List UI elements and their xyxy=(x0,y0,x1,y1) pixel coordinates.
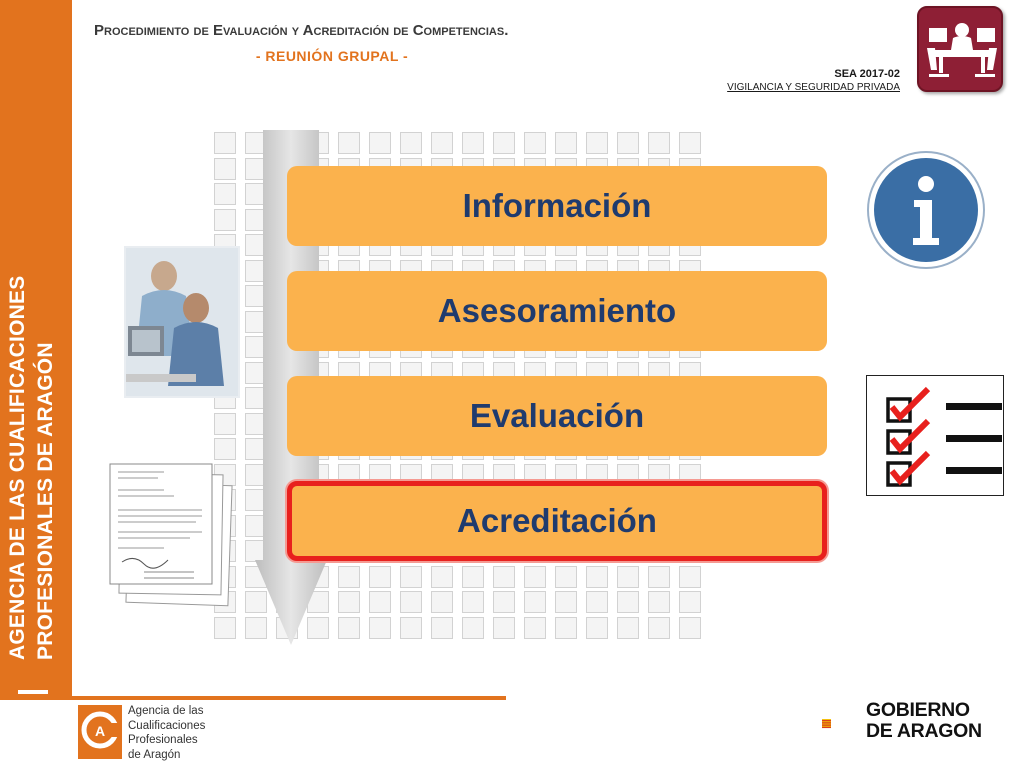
grid-square xyxy=(400,617,422,639)
grid-square xyxy=(369,566,391,588)
grid-square xyxy=(214,413,236,435)
svg-text:A: A xyxy=(94,723,106,739)
agency-title-line2: PROFESIONALES DE ARAGÓN xyxy=(34,342,57,660)
sidebar-band xyxy=(0,0,72,700)
grid-square xyxy=(338,617,360,639)
step-asesoramiento xyxy=(287,271,827,351)
grid-square xyxy=(462,132,484,154)
step-acreditacion xyxy=(287,481,827,561)
grid-square xyxy=(369,617,391,639)
grid-square xyxy=(493,566,515,588)
grid-square xyxy=(338,591,360,613)
grid-square xyxy=(214,617,236,639)
information-icon xyxy=(866,150,986,270)
grid-square xyxy=(431,591,453,613)
grid-square xyxy=(462,591,484,613)
grid-square xyxy=(555,132,577,154)
band-tick xyxy=(18,690,48,694)
grid-square xyxy=(338,566,360,588)
step-label: Evaluación xyxy=(469,397,645,434)
grid-square xyxy=(648,132,670,154)
grid-square xyxy=(214,132,236,154)
grid-square xyxy=(679,566,701,588)
step-label: Asesoramiento xyxy=(437,292,677,329)
step-label: Acreditación xyxy=(457,502,657,539)
grid-square xyxy=(586,566,608,588)
grid-square xyxy=(338,132,360,154)
grid-square xyxy=(214,158,236,180)
grid-square xyxy=(431,566,453,588)
checklist-icon xyxy=(866,375,1004,496)
grid-square xyxy=(617,591,639,613)
agency-title-line1: AGENCIA DE LAS CUALIFICACIONES xyxy=(6,275,29,660)
grid-square xyxy=(214,183,236,205)
agency-name-line: Agencia de las xyxy=(128,705,204,717)
document-stack xyxy=(104,460,236,608)
grid-square xyxy=(400,132,422,154)
grid-square xyxy=(617,617,639,639)
step-label: Información xyxy=(462,187,652,224)
step-evaluacion xyxy=(287,376,827,456)
sector-name: VIGILANCIA Y SEGURIDAD PRIVADA xyxy=(727,82,900,93)
grid-square xyxy=(524,566,546,588)
grid-square xyxy=(214,438,236,460)
government-logo-text xyxy=(866,700,982,742)
grid-square xyxy=(524,132,546,154)
grid-square xyxy=(524,617,546,639)
grid-square xyxy=(617,566,639,588)
gov-name-line: GOBIERNO xyxy=(866,699,970,721)
grid-square xyxy=(400,591,422,613)
grid-square xyxy=(524,591,546,613)
grid-square xyxy=(462,566,484,588)
grid-square xyxy=(617,132,639,154)
grid-square xyxy=(462,617,484,639)
agency-logo xyxy=(78,705,122,759)
grid-square xyxy=(555,591,577,613)
agency-name-line: de Aragón xyxy=(128,748,181,761)
grid-square xyxy=(431,617,453,639)
grid-square xyxy=(586,591,608,613)
gov-name-line: DE ARAGON xyxy=(866,720,982,742)
agency-name-line: Cualificaciones xyxy=(128,719,206,732)
course-code: SEA 2017-02 xyxy=(834,68,900,80)
grid-square xyxy=(369,132,391,154)
meeting-icon xyxy=(917,6,1003,92)
grid-square xyxy=(400,566,422,588)
grid-square xyxy=(555,617,577,639)
grid-square xyxy=(493,617,515,639)
people-computer-photo xyxy=(124,246,240,398)
grid-square xyxy=(586,132,608,154)
agency-vertical-title xyxy=(4,200,68,660)
grid-square xyxy=(493,132,515,154)
page-title: Procedimiento de Evaluación y Acreditación de Competencias. xyxy=(94,22,509,39)
aragon-flag-logo xyxy=(822,702,862,746)
page-subtitle: - REUNIÓN GRUPAL - xyxy=(255,48,409,64)
grid-square xyxy=(493,591,515,613)
step-informacion xyxy=(287,166,827,246)
grid-square xyxy=(679,617,701,639)
grid-square xyxy=(648,566,670,588)
grid-square xyxy=(679,132,701,154)
grid-square xyxy=(648,591,670,613)
grid-square xyxy=(586,617,608,639)
grid-square xyxy=(648,617,670,639)
agency-name-line: Profesionales xyxy=(128,734,198,746)
agency-footer-name xyxy=(128,704,205,762)
footer-divider xyxy=(72,696,506,700)
grid-square xyxy=(679,591,701,613)
grid-square xyxy=(369,591,391,613)
grid-square xyxy=(555,566,577,588)
grid-square xyxy=(214,209,236,231)
grid-square xyxy=(431,132,453,154)
